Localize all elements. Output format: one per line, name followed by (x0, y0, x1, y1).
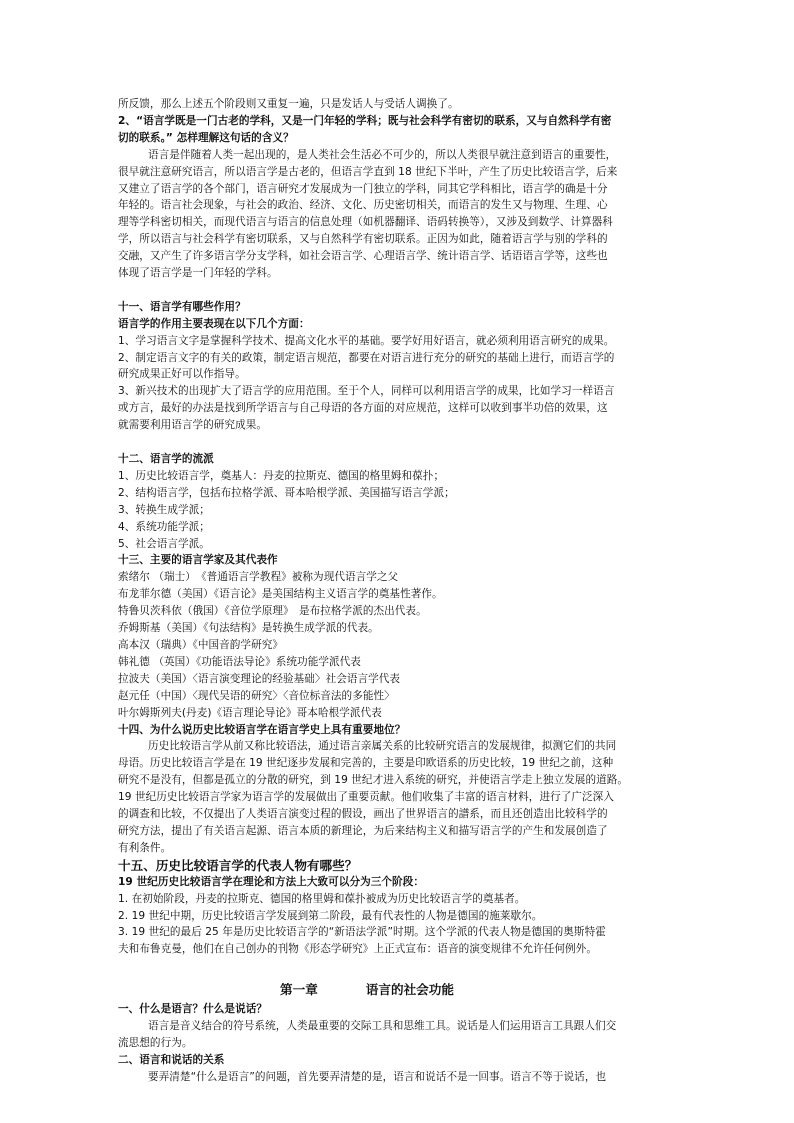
list-item: 就需要利用语言学的研究成果。 (118, 419, 268, 432)
section-heading: 切的联系。” 怎样理解这句话的含义？ (118, 131, 294, 144)
list-item: 叶尔姆斯列夫(丹麦)《语言理论导论》哥本哈根学派代表 (118, 706, 382, 719)
list-item: 研究成果正好可以作指导。 (118, 368, 246, 381)
paragraph-line: 的调查和比较，不仅提出了人类语言演变过程的假设，画出了世界语言的譜系，而且还创造出比较科学的 (118, 808, 608, 821)
paragraph-line: 母语。历史比较语言学是在 19 世纪逐步发展和完善的，主要是印欧语系的历史比较，19 世纪之前，这种 (118, 757, 614, 770)
body-text: 所反馈，那么上述五个阶段则又重复一遍，只是发话人与受话人调换了。 (118, 98, 459, 110)
chapter-heading (118, 979, 680, 1001)
paragraph-line: 交融，又产生了许多语言学分支学科，如社会语言学、心理语言学、统计语言学、话语语言学等，这些也 (118, 250, 608, 263)
section-11 (118, 299, 680, 434)
section-heading: 十二、语言学的流派 (118, 453, 214, 465)
section-heading: 一、什么是语言？什么是说话？ (118, 1003, 268, 1016)
list-item: 1、历史比较语言学，奠基人：丹麦的拉斯克、德国的格里姆和葆扑； (118, 469, 445, 482)
section-13 (118, 552, 680, 721)
section-12 (118, 451, 680, 552)
list-item: 4、系统功能学派； (118, 520, 210, 533)
section-subheading: 语言学的作用主要表现在以下几个方面： (118, 317, 310, 330)
paragraph-line: 语言是伴随着人类一起出现的，是人类社会生活必不可少的，所以人类很早就注意到语言的重要性， (148, 148, 617, 161)
paragraph-line: 很早就注意研究语言，所以语言学是古老的，但语言学直到 18 世纪下半叶，产生了历史比较语言学，后来 (118, 165, 618, 178)
list-item: 高本汉（瑞典）《中国音韵学研究》 (118, 638, 283, 651)
section-heading: 2、“语言学既是一门古老的学科，又是一门年轻的学科；既与社会科学有密切的联系，又与自然科学有密 (118, 114, 612, 127)
paragraph-line: 历史比较语言学从前又称比较语法，通过语言亲属关系的比较研究语言的发展规律，拟测它们的共同 (148, 740, 617, 753)
list-item: 乔姆斯基（美国）《句法结构》是转换生成学派的代表。 (118, 622, 379, 635)
list-item: 3、转换生成学派； (118, 503, 210, 516)
list-item: 布龙菲尔德（美国）《语言论》是美国结构主义语言学的奠基性著作。 (118, 588, 443, 601)
paragraph-line: 语言是音义结合的符号系统，人类最重要的交际工具和思维工具。说话是人们运用语言工具跟人们交 (148, 1020, 617, 1033)
chapter-section-1 (118, 1001, 680, 1052)
paragraph-line: 年轻的。语言社会现象，与社会的政治、经济、文化、历史密切相关，而语言的发生又与物理、生理、心 (118, 199, 608, 212)
paragraph-line: 19 世纪历史比较语言学家为语言学的发展做出了重要贡献。他们收集了丰富的语言材料，进行了广泛深入 (118, 791, 614, 804)
paragraph-line: 流思想的行为。 (118, 1036, 193, 1049)
document-page (118, 96, 680, 1086)
list-item: 赵元任（中国）〈现代吴语的研究〉〈音位标音法的多能性〉 (118, 689, 395, 702)
paragraph-line: 要弄清楚“什么是语言”的问题，首先要弄清楚的是，语言和说话不是一回事。语言不等于说话，也 (148, 1070, 607, 1083)
question-2 (118, 113, 680, 282)
list-item: 2. 19 世纪中期，历史比较语言学发展到第二阶段，最有代表性的人物是德国的施莱歇尔。 (118, 909, 543, 922)
paragraph-line: 研究不是没有，但都是孤立的分散的研究，到 19 世纪才进入系统的研究，并使语言学走上独立发展的道路。 (118, 774, 629, 787)
section-14 (118, 722, 680, 857)
paragraph-line: 研究方法，提出了有关语言起源、语言本质的新理论，为后来结构主义和描写语言学的产生和发展创造了 (118, 824, 608, 837)
chapter-section-2 (118, 1052, 680, 1086)
list-item: 2、结构语言学，包括布拉格学派、哥本哈根学派、美国描写语言学派； (118, 486, 455, 499)
list-item: 3. 19 世纪的最后 25 年是历史比较语言学的“新语法学派”时期。这个学派的代表人物是德国的奥斯特霍 (118, 926, 606, 939)
list-item: 1、学习语言文字是掌握科学技术、提高文化水平的基础。要学好用好语言，就必须利用语言研究的成果。 (118, 334, 615, 347)
list-item: 2、制定语言文字的有关的政策，制定语言规范，都要在对语言进行充分的研究的基础上进行，而语言学的 (118, 351, 615, 364)
list-item: 韩礼德 （英国）《功能语法导论》系统功能学派代表 (118, 655, 361, 668)
paragraph-line: 有利条件。 (118, 841, 172, 854)
list-item: 5、社会语言学派。 (118, 537, 210, 550)
chapter-number: 第一章 (280, 982, 318, 998)
section-15 (118, 857, 680, 959)
section-subheading: 19 世纪历史比较语言学在理论和方法上大致可以分为三个阶段： (118, 875, 424, 888)
paragraph-line: 体现了语言学是一门年轻的学科。 (118, 267, 278, 280)
paragraph-line: 学，所以语言与社会科学有密切联系，又与自然科学有密切联系。正因为如此，随着语言学与别的学科的 (118, 233, 608, 246)
paragraph-line: 理等学科密切相关，而现代语言与语言的信息处理（如机器翻译、语码转换等），又涉及到数学、计算器科 (118, 216, 613, 229)
paragraph-line: 又建立了语言学的各个部门，语言研究才发展成为一门独立的学科，同其它学科相比，语言学的确是十分 (118, 182, 608, 195)
list-item: 特鲁贝茨科依（俄国）《音位学原理》 是布拉格学派的杰出代表。 (118, 605, 427, 618)
list-item: 索绪尔 （瑞士） 《普通语言学教程》被称为现代语言学之父 (118, 571, 399, 584)
section-heading: 十五、历史比较语言学的代表人物有哪些？ (118, 857, 358, 873)
list-item: 1. 在初始阶段，丹麦的拉斯克、德国的格里姆和葆扑被成为历史比较语言学的奠基者。 (118, 892, 526, 905)
section-heading: 十三、主要的语言学家及其代表作 (118, 554, 278, 567)
section-heading: 十一、语言学有哪些作用？ (118, 300, 246, 313)
section-heading: 十四、为什么说历史比较语言学在语言学史上具有重要地位？ (118, 723, 406, 736)
list-item: 夫和布鲁克曼，他们在自己创办的刊物《形态学研究》上正式宣布：语音的演变规律不允许任何例外。 (118, 943, 597, 956)
list-item: 或方言，最好的办法是找到所学语言与自己母语的各方面的对应规范，这样可以收到事半功倍的效果，这 (118, 402, 608, 415)
list-item: 拉波夫（美国）〈语言演变理论的经验基础〉社会语言学代表 (118, 672, 401, 685)
list-item: 3、新兴技术的出现扩大了语言学的应用范围。至于个人，同样可以利用语言学的成果，比如学习一样语言 (118, 385, 615, 398)
chapter-title: 语言的社会功能 (365, 982, 454, 998)
section-heading: 二、语言和说话的关系 (118, 1053, 225, 1066)
